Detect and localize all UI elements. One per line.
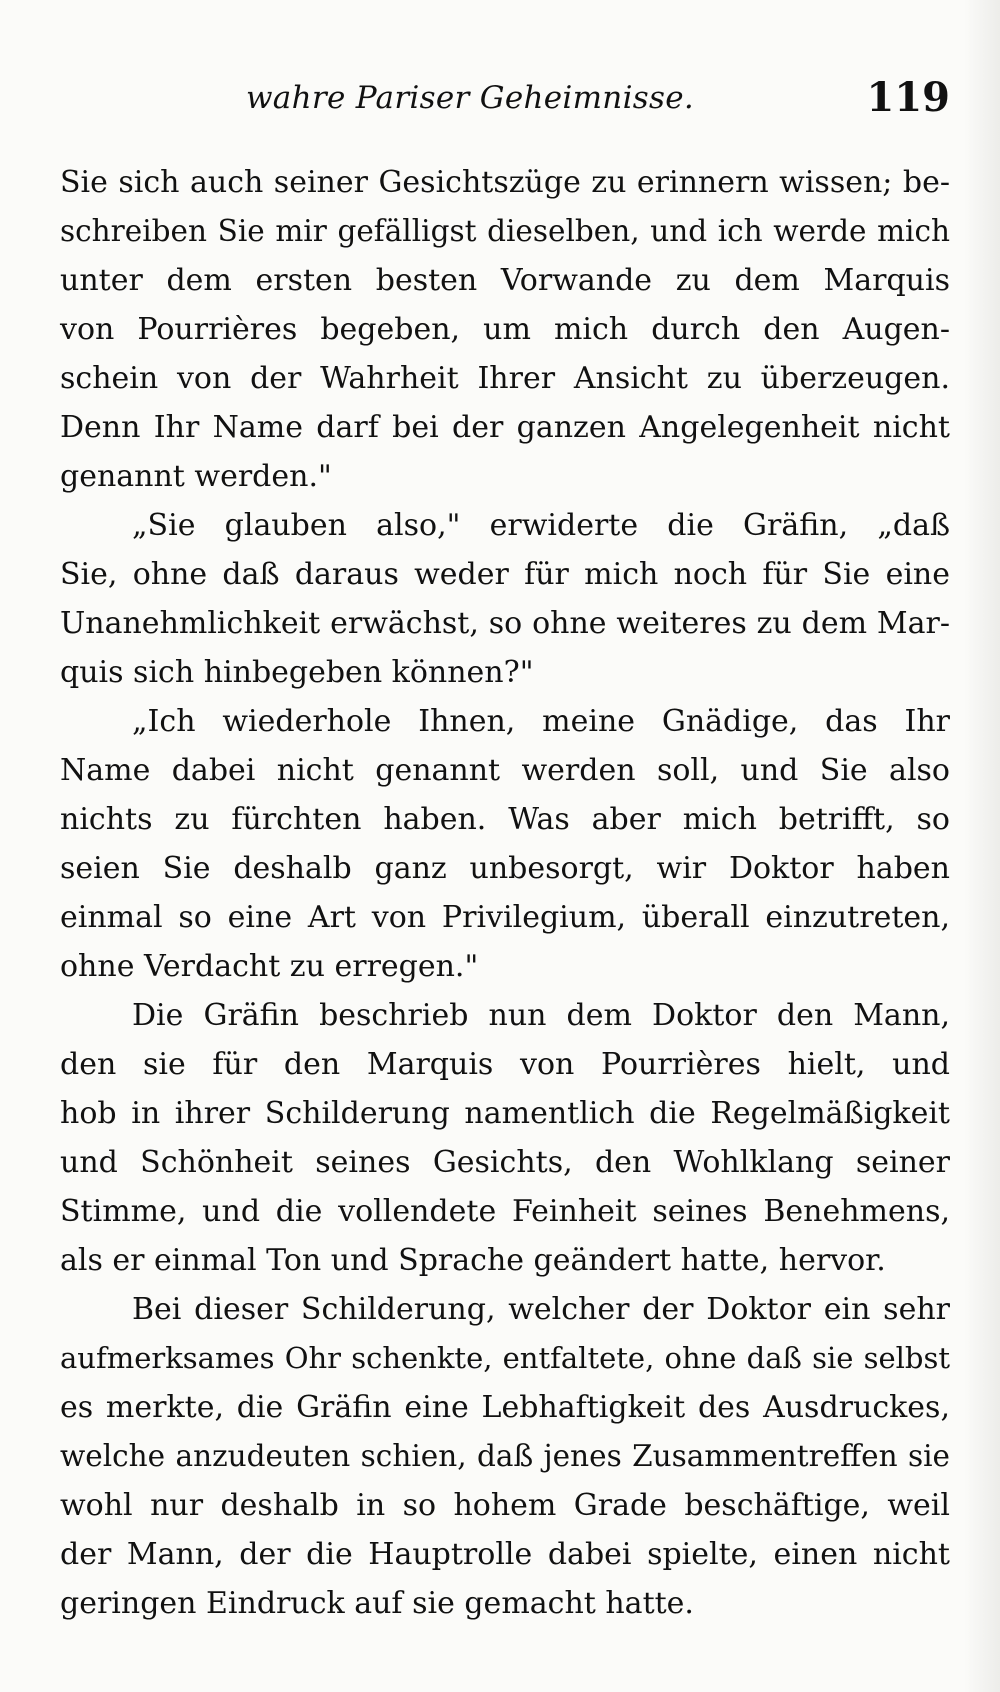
text-line: seien Sie deshalb ganz unbesorgt, wir Doktor haben (60, 851, 950, 886)
text-line: hob in ihrer Schilderung namentlich die Regelmäßigkeit (60, 1096, 950, 1131)
text-line: von Pourrières begeben, um mich durch den Augen- (60, 312, 950, 347)
text-line: Stimme, und die vollendete Feinheit seines Benehmens, (60, 1194, 950, 1229)
text-line: Denn Ihr Name darf bei der ganzen Angelegenheit nicht (60, 410, 950, 445)
text-line: welche anzudeuten schien, daß jenes Zusammentreffen sie (60, 1439, 950, 1473)
text-line: als er einmal Ton und Sprache geändert hatte, hervor. (60, 1243, 886, 1278)
text-line: es merkte, die Gräfin eine Lebhaftigkeit des Ausdruckes, (60, 1390, 950, 1425)
text-line: quis sich hinbegeben können?" (60, 655, 534, 690)
text-line: aufmerksames Ohr schenkte, entfaltete, ohne daß sie selbst (60, 1341, 950, 1375)
text-line: Name dabei nicht genannt werden soll, und Sie also (60, 753, 950, 788)
text-line: den sie für den Marquis von Pourrières hielt, und (60, 1047, 950, 1082)
text-line: einmal so eine Art von Privilegium, überall einzutreten, (60, 900, 950, 935)
text-line: schreiben Sie mir gefälligst dieselben, und ich werde mich (60, 214, 950, 248)
page-edge-shadow (964, 0, 1000, 1692)
text-line: genannt werden." (60, 459, 332, 494)
text-line: „Sie glauben also," erwiderte die Gräfin, „daß (132, 508, 950, 543)
text-line: unter dem ersten besten Vorwande zu dem Marquis (60, 263, 950, 298)
text-line: der Mann, der die Hauptrolle dabei spielte, einen nicht (60, 1537, 950, 1572)
text-line: geringen Eindruck auf sie gemacht hatte. (60, 1586, 694, 1621)
text-line: wohl nur deshalb in so hohem Grade beschäftige, weil (60, 1488, 950, 1523)
text-line: nichts zu fürchten haben. Was aber mich betrifft, so (60, 802, 950, 837)
body-text (60, 158, 950, 1628)
running-title: wahre Pariser Geheimnisse. (245, 80, 695, 116)
text-line: Die Gräfin beschrieb nun dem Doktor den Mann, (132, 998, 950, 1033)
text-line: ohne Verdacht zu erregen." (60, 949, 479, 984)
text-line: Sie sich auch seiner Gesichtszüge zu erinnern wissen; be- (60, 165, 950, 200)
text-line: schein von der Wahrheit Ihrer Ansicht zu überzeugen. (60, 361, 950, 396)
text-line: Unanehmlichkeit erwächst, so ohne weiteres zu dem Mar- (60, 606, 950, 641)
page-header (60, 72, 950, 132)
text-line: „Ich wiederhole Ihnen, meine Gnädige, das Ihr (132, 704, 950, 739)
text-line: und Schönheit seines Gesichts, den Wohlklang seiner (60, 1145, 950, 1180)
text-line: Sie, ohne daß daraus weder für mich noch für Sie eine (60, 557, 950, 592)
page-number: 119 (866, 74, 950, 121)
text-line: Bei dieser Schilderung, welcher der Doktor ein sehr (132, 1292, 950, 1327)
